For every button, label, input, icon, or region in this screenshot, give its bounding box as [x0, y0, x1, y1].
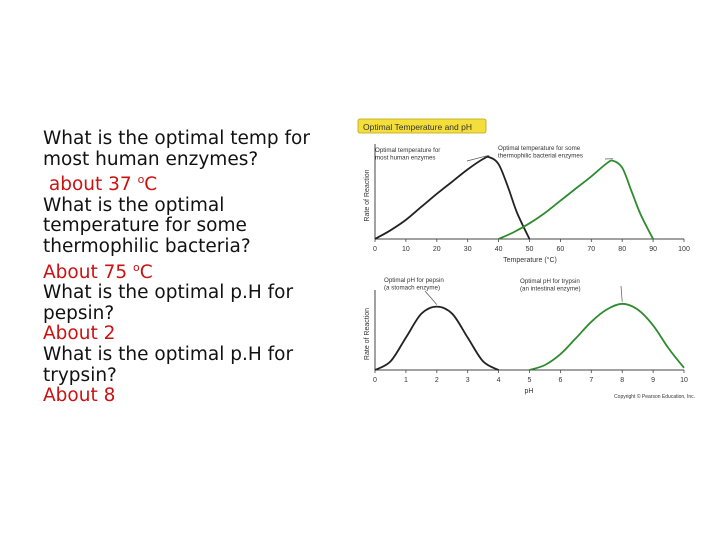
x-tick-label: 8: [620, 377, 625, 384]
chart-title: Optimal Temperature and pH: [363, 122, 472, 132]
answer-line: [43, 258, 343, 284]
annotation-text: Optimal pH for pepsin: [384, 277, 444, 284]
annotation-text: (an intestinal enzyme): [520, 285, 581, 293]
answer-line: [43, 170, 343, 196]
answer-line: [43, 386, 343, 407]
x-tick-label: 0: [373, 246, 377, 253]
x-tick-label: 10: [402, 246, 410, 253]
question-line: thermophilic bacteria?: [43, 235, 251, 257]
enzyme-activity-figure: [355, 115, 700, 415]
x-tick-label: 5: [527, 377, 532, 384]
x-tick-label: 30: [463, 246, 472, 253]
question-line: pepsin?: [43, 302, 115, 324]
answer-line: [43, 324, 343, 345]
x-tick-label: 9: [651, 377, 656, 384]
x-tick-label: 100: [678, 246, 690, 253]
x-tick-label: 90: [649, 246, 657, 253]
degree-superscript: o: [137, 173, 145, 187]
x-tick-label: 3: [465, 377, 470, 384]
question-answer-list: [43, 129, 343, 407]
x-tick-label: 40: [494, 246, 503, 253]
x-axis-label: Temperature (°C): [503, 257, 557, 264]
question-line: What is the optimal p.H for: [43, 343, 294, 365]
series-curve: [530, 304, 685, 370]
temperature-chart: [364, 144, 690, 264]
x-tick-label: 1: [403, 377, 408, 384]
degree-superscript: o: [133, 260, 140, 274]
answer-text: About 2: [43, 323, 116, 345]
x-axis-label: pH: [524, 388, 534, 395]
answer-unit: C: [139, 261, 153, 283]
series-curve: [375, 154, 530, 239]
answer-unit: C: [144, 174, 158, 196]
x-tick-label: 50: [525, 246, 534, 253]
answer-text: About 8: [43, 385, 116, 407]
question-line: temperature for some: [43, 215, 247, 237]
copyright-note: Copyright © Pearson Education, Inc.: [614, 394, 695, 400]
answer-text: About 75: [43, 261, 133, 283]
x-tick-label: 80: [618, 246, 627, 253]
annotation-text: Optimal temperature for: [375, 147, 441, 154]
y-axis-label: Rate of Reaction: [364, 307, 371, 361]
question-line: What is the optimal temp for: [43, 128, 310, 149]
annotation-leader-line: [621, 286, 622, 302]
ph-chart: [364, 277, 688, 395]
annotation-text: most human enzymes: [375, 154, 436, 162]
question-line: most human enzymes?: [43, 148, 259, 170]
x-tick-label: 60: [556, 246, 565, 253]
question-line: What is the optimal: [43, 194, 225, 216]
answer-text: about 37: [43, 174, 138, 196]
series-curve: [375, 307, 499, 370]
x-tick-label: 70: [587, 246, 596, 253]
x-tick-label: 7: [589, 377, 594, 384]
y-axis-label: Rate of Reaction: [364, 169, 371, 222]
series-curve: [499, 160, 653, 239]
x-tick-label: 10: [680, 377, 688, 384]
annotation-text: (a stomach enzyme): [384, 284, 441, 292]
annotation-leader-line: [425, 291, 437, 305]
x-tick-label: 4: [496, 377, 501, 384]
question-line: trypsin?: [43, 364, 117, 386]
annotation-text: thermophilic bacterial enzymes: [498, 152, 583, 160]
annotation-text: Optimal pH for trypsin: [520, 278, 580, 285]
x-tick-label: 20: [432, 246, 441, 253]
x-tick-label: 0: [373, 377, 377, 384]
question-line: What is the optimal p.H for: [43, 282, 294, 304]
figure-title: [358, 119, 486, 133]
x-tick-label: 6: [558, 377, 563, 384]
annotation-text: Optimal temperature for some: [498, 145, 581, 152]
x-tick-label: 2: [434, 377, 439, 384]
